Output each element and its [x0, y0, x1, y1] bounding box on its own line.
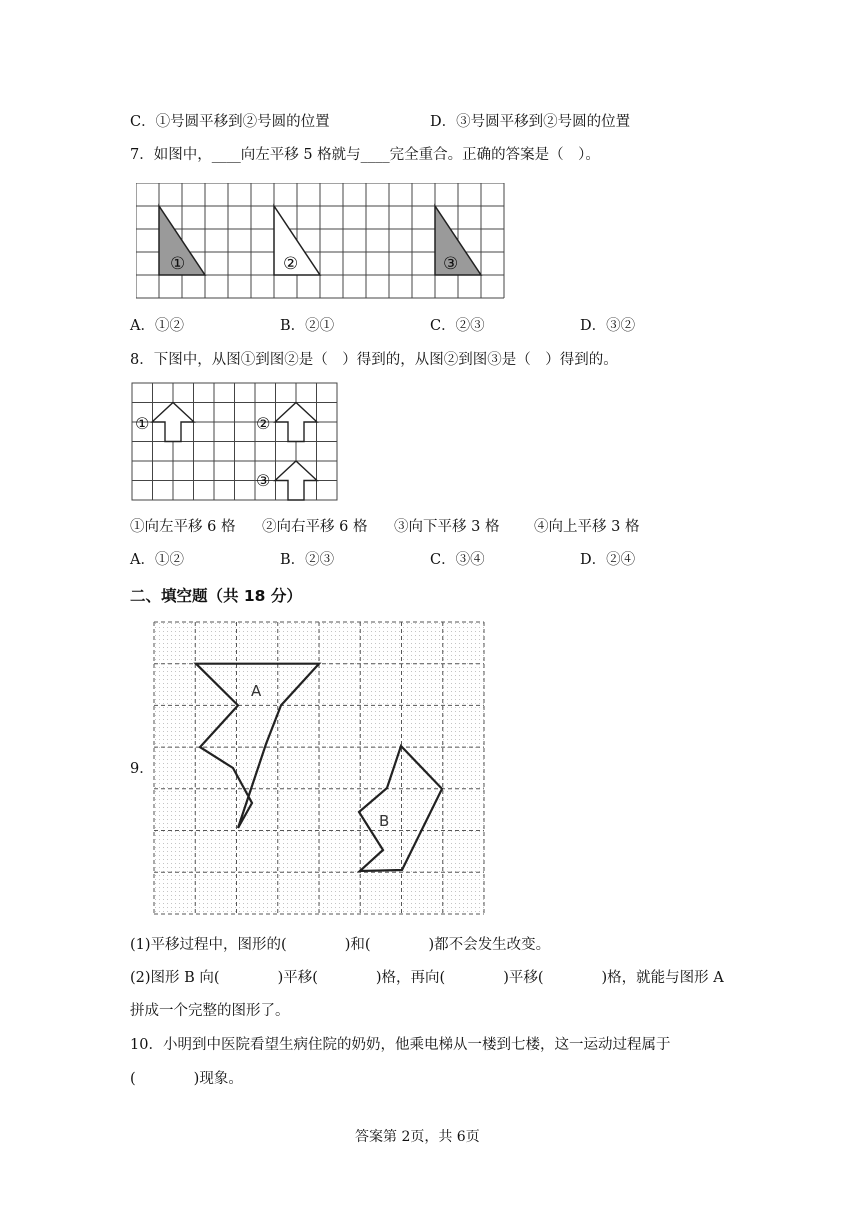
q10-line2: ( )现象。: [130, 1071, 243, 1087]
q8-option-b: B．②③: [280, 552, 335, 568]
q8-label-1: ①: [135, 414, 150, 433]
q8-choice-3: ③向下平移 3 格: [394, 519, 500, 535]
q8-choice-1: ①向左平移 6 格: [130, 519, 236, 535]
q7-option-d: D．③②: [580, 318, 636, 334]
q7-grid-figure: [136, 183, 506, 300]
q9-label-a: A: [251, 682, 262, 700]
q7-option-b: B．②①: [280, 318, 335, 334]
q8-stem: 8．下图中，从图①到图②是（ ）得到的，从图②到图③是（ ）得到的。: [130, 352, 618, 368]
q7-label-1: ①: [170, 254, 186, 274]
q8-option-a: A．①②: [130, 552, 184, 568]
q10-line1: 10．小明到中医院看望生病住院的奶奶，他乘电梯从一楼到七楼，这一运动过程属于: [130, 1037, 671, 1053]
q7-option-a: A．①②: [130, 318, 184, 334]
q9-number: 9．: [130, 761, 154, 777]
q8-option-c: C．③④: [430, 552, 485, 568]
q9-sub2-line2: 拼成一个完整的图形了。: [130, 1003, 290, 1019]
q8-label-3: ③: [256, 471, 271, 490]
q6-option-c: C．①号圆平移到②号圆的位置: [130, 114, 330, 130]
q8-choice-4: ④向上平移 3 格: [534, 519, 640, 535]
q6-option-d: D．③号圆平移到②号圆的位置: [430, 114, 631, 130]
q8-arrow-3: [275, 461, 317, 500]
q7-label-3: ③: [443, 254, 459, 274]
q9-label-b: B: [379, 812, 390, 830]
q9-dotted-grid: [150, 618, 488, 918]
q8-choice-2: ②向右平移 6 格: [262, 519, 368, 535]
q9-sub2-line1: (2)图形 B 向( )平移( )格，再向( )平移( )格，就能与图形 A: [130, 970, 724, 986]
q8-label-2: ②: [256, 414, 271, 433]
q8-arrow-2: [275, 403, 317, 442]
q8-arrow-1: [152, 403, 194, 442]
page-footer: 答案第 2页，共 6页: [355, 1129, 480, 1145]
q7-label-2: ②: [283, 254, 299, 274]
q8-grid-figure: [131, 382, 339, 502]
q7-option-c: C．②③: [430, 318, 485, 334]
q7-stem: 7．如图中，____向左平移 5 格就与____完全重合。正确的答案是（ ）。: [130, 147, 600, 163]
section-title: 二、填空题（共 18 分）: [130, 587, 302, 605]
q8-option-d: D．②④: [580, 552, 636, 568]
q9-sub1: (1)平移过程中，图形的( )和( )都不会发生改变。: [130, 937, 551, 953]
